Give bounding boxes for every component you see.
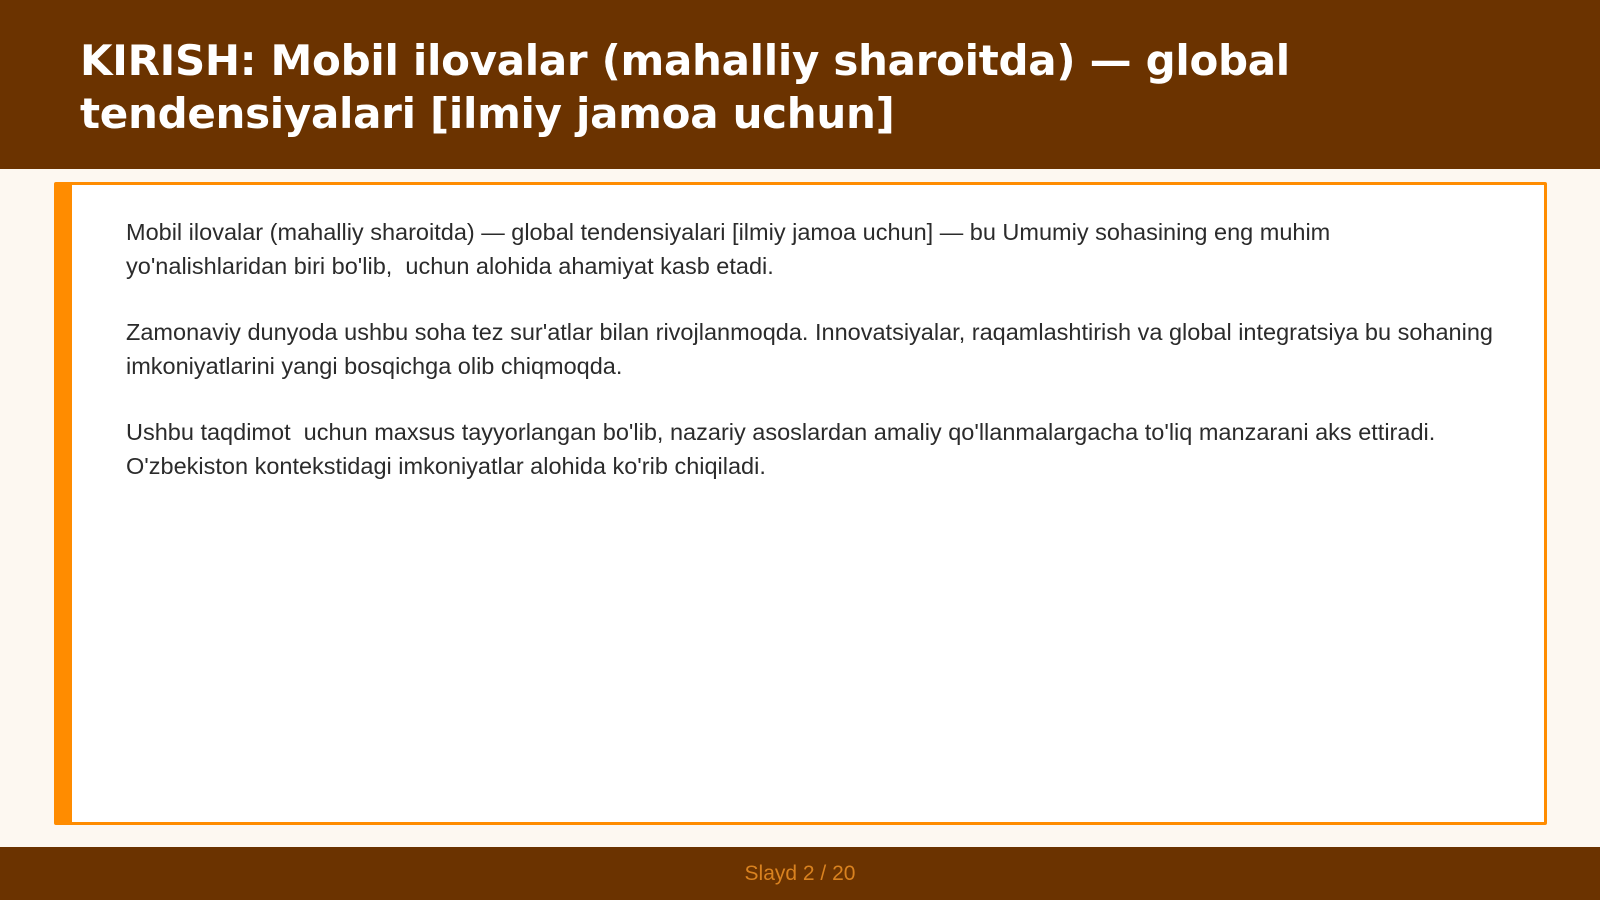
slide-title: KIRISH: Mobil ilovalar (mahalliy sharoitda) — global tendensiyalari [ilmiy jamoa uchun]: [80, 36, 1290, 138]
paragraph-modern-world: Zamonaviy dunyoda ushbu soha tez sur'atlar bilan rivojlanmoqda. Innovatsiyalar, raqamlashtirish va global integratsiya bu sohaning imkoniyatlarini yangi bosqichga olib chiqmoqda.: [126, 319, 1500, 379]
content-text: [126, 215, 1500, 515]
paragraph-presentation-scope: Ushbu taqdimot uchun maxsus tayyorlangan bo'lib, nazariy asoslardan amaliy qo'llanmalargacha to'liq manzarani aks ettiradi. O'zbekiston kontekstidagi imkoniyatlar alohida ko'rib chiqiladi.: [126, 419, 1442, 479]
slide-footer: [0, 847, 1600, 900]
content-panel: [54, 182, 1547, 825]
slide-number: Slayd 2 / 20: [744, 862, 856, 885]
slide-header: [0, 0, 1600, 169]
paragraph-intro: Mobil ilovalar (mahalliy sharoitda) — global tendensiyalari [ilmiy jamoa uchun] — bu Umumiy sohasining eng muhim yo'nalishlaridan biri bo'lib, uchun alohida ahamiyat kasb etadi.: [126, 219, 1337, 279]
